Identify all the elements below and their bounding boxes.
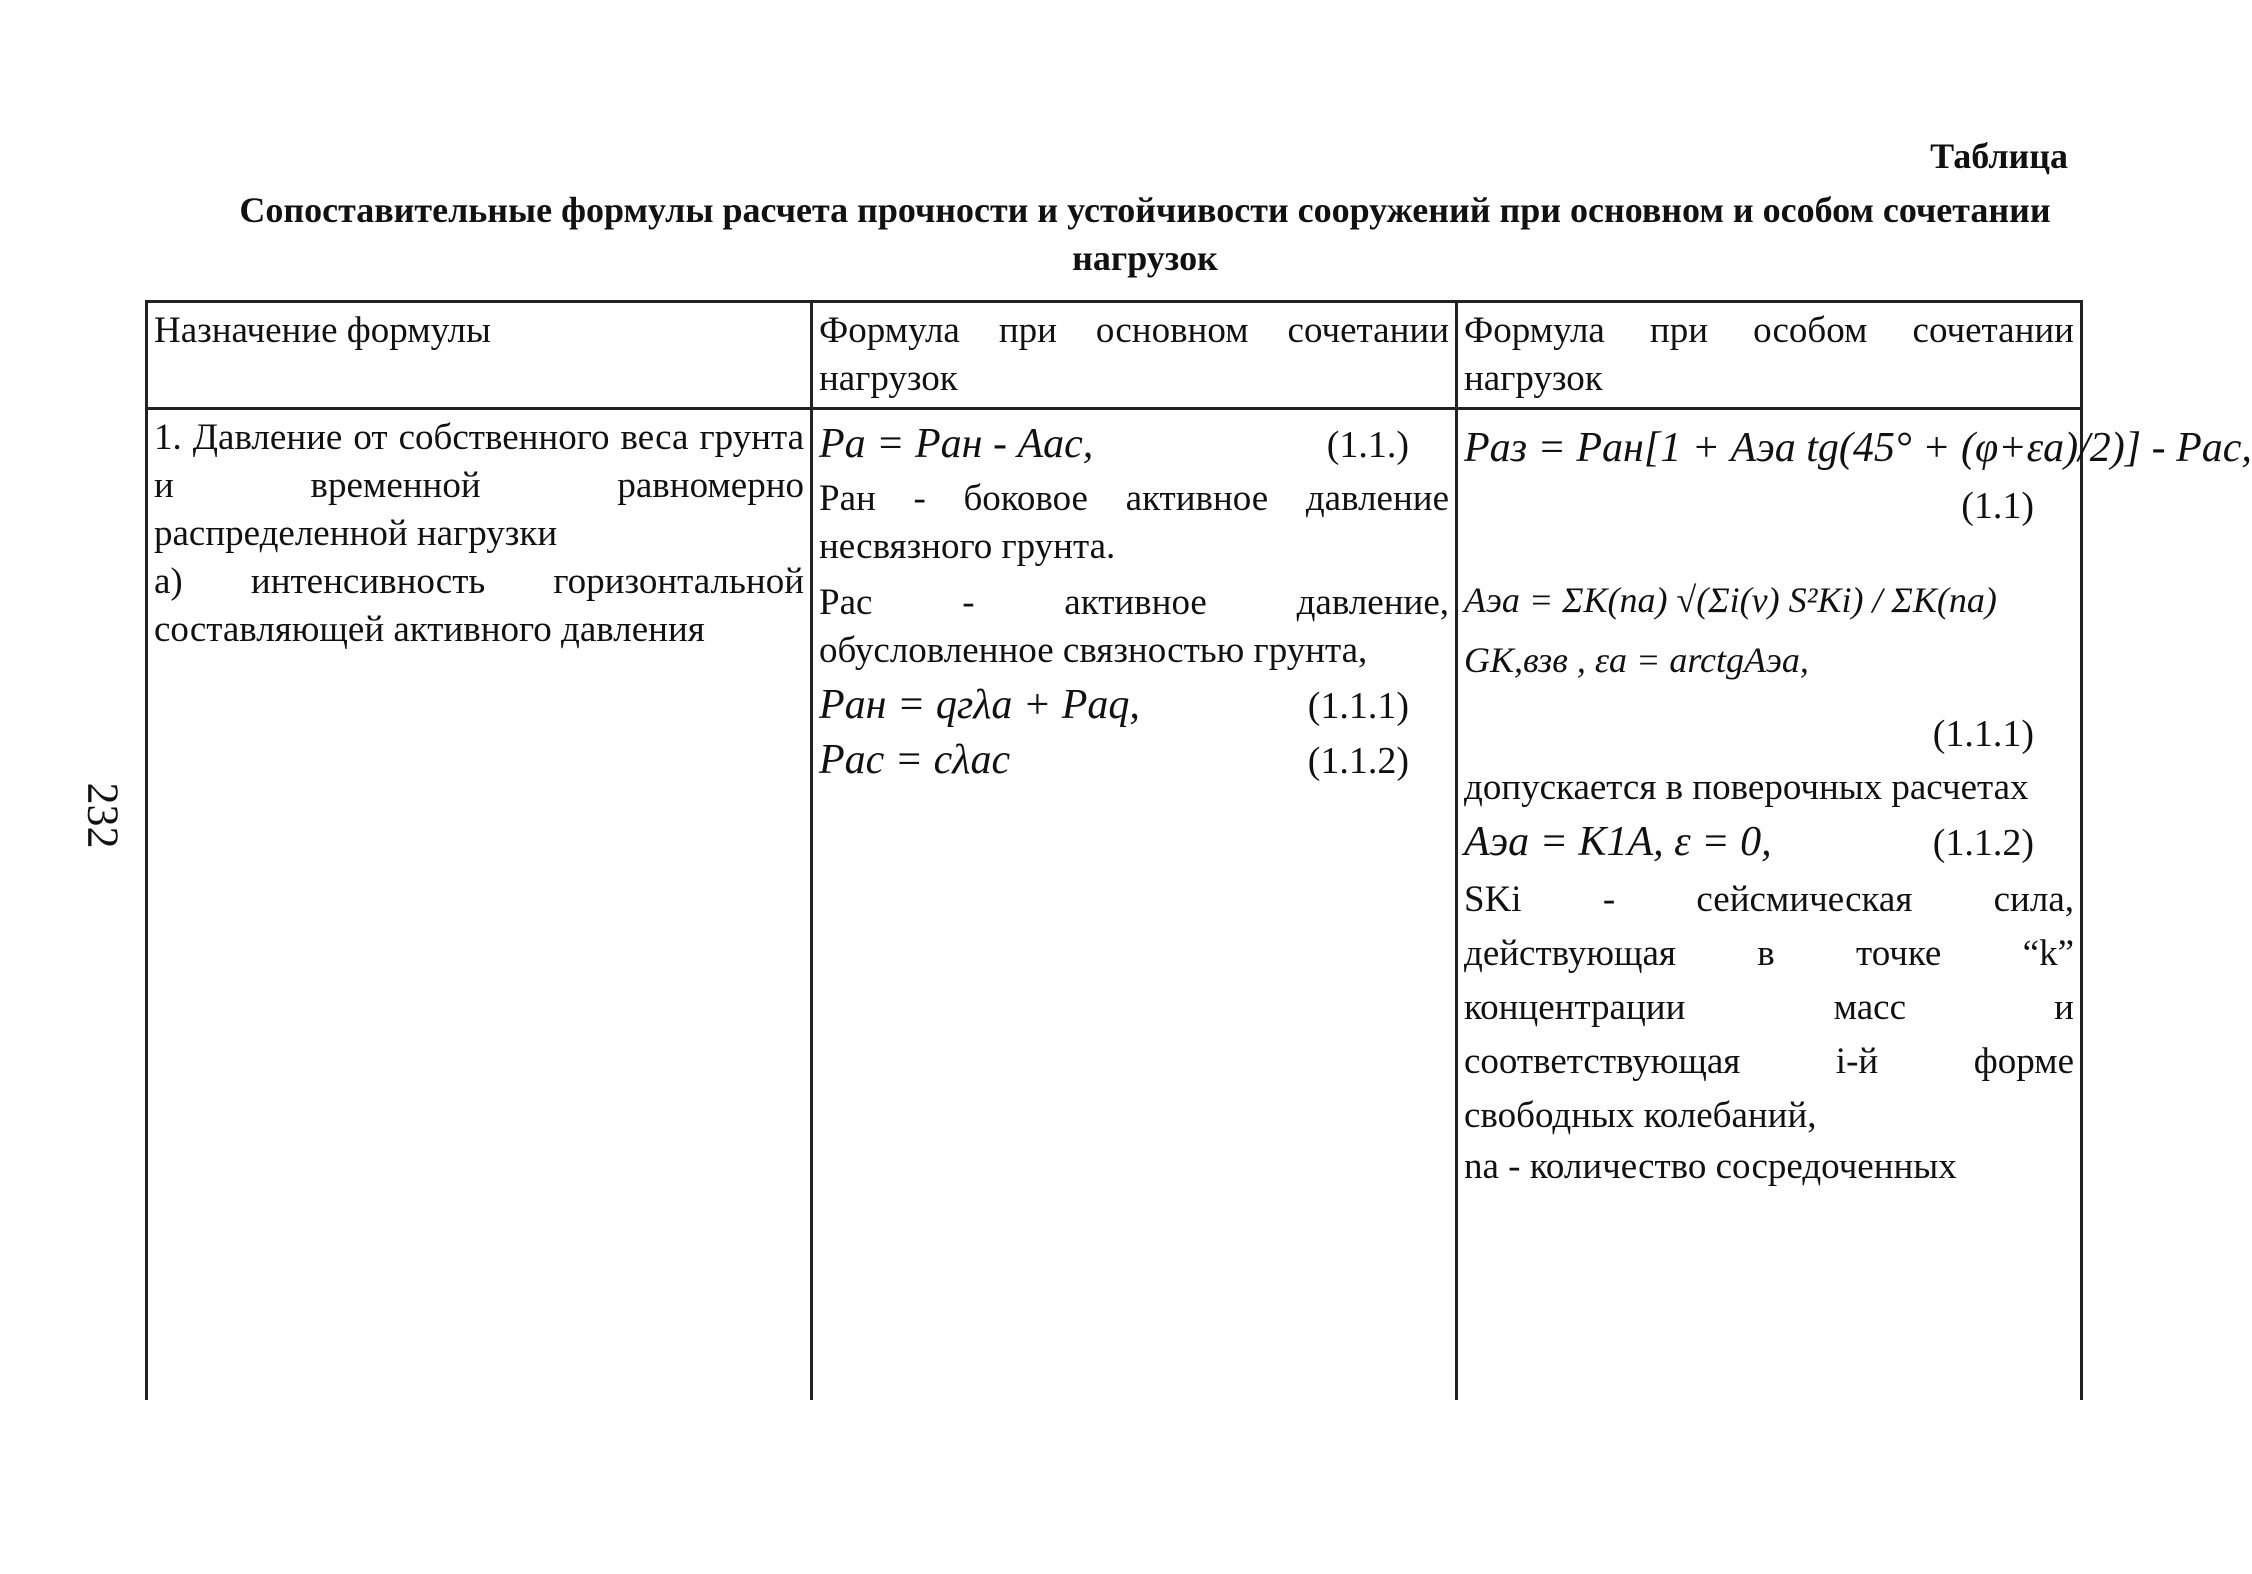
table-row (147, 409, 2082, 1401)
purpose-subtext: а) интенсивность горизонтальной составляющей активного давления (154, 561, 804, 650)
formula-1-1-1 (819, 681, 1449, 730)
formula-1-1-expr: Pа = Pан - Aас, (819, 421, 1094, 467)
desc-na: nа - количество сосредоченных (1464, 1146, 1957, 1187)
formula-1-1-2-number: (1.1.2) (1307, 740, 1409, 782)
formula-1-1-number: (1.1.) (1326, 424, 1409, 466)
formula-1-1 (819, 420, 1449, 469)
page-number: 232 (78, 782, 128, 849)
special-formula-1-1-2-expr: Aэа = K1A, ε = 0, (1464, 819, 1772, 865)
desc-pan: Pан - боковое активное давление несвязного грунта. (819, 478, 1449, 567)
formula-1-1-2 (819, 736, 1449, 785)
special-formula-1-1-1-number: (1.1.1) (1932, 713, 2034, 755)
purpose-text: 1. Давление от собственного веса грунта и временной равномерно распределенной нагрузки (154, 417, 804, 554)
table-header-row (147, 302, 2082, 409)
basic-formula-cell (812, 409, 1457, 1401)
formula-1-1-2-expr: Pас = cλас (819, 737, 1011, 783)
special-formula-1-1-number: (1.1) (1961, 485, 2034, 527)
special-formula-1-1-2 (1464, 818, 2074, 867)
special-formula-cell (1457, 409, 2252, 1401)
special-formula-1-1: Pаз = Pан[1 + Aэа tg(45° + (φ+εа)/2)] - Pас, (1464, 425, 2252, 471)
header-purpose: Назначение формулы (147, 302, 812, 409)
desc-pas: Pас - активное давление, обусловленное связностью грунта, (819, 582, 1449, 671)
formula-table (145, 300, 2252, 1400)
table-title: Сопоставительные формулы расчета прочности и устойчивости сооружений при основном и особом сочетании нагрузок (239, 190, 2051, 278)
header-special-combination: Формула при особом сочетании нагрузок (1457, 302, 2082, 409)
formula-1-1-1-expr: Pан = qгλа + Pаq, (819, 682, 1140, 728)
formula-1-1-1-number: (1.1.1) (1307, 685, 1409, 727)
special-formula-aea: Aэа = ΣK(nа) √(Σi(v) S²Ki) / ΣK(nа) GK,взв , εа = arctgAэа, (1464, 580, 1997, 680)
desc-ski: SKi - сейсмическая сила, действующая в точке “k” концентрации масс и соответствующая i-й форме свободных колебаний, (1464, 879, 2074, 1136)
note-text: допускается в поверочных расчетах (1464, 767, 2029, 808)
table-caption: Таблица (1930, 136, 2068, 176)
special-formula-1-1-2-number: (1.1.2) (1932, 822, 2034, 864)
purpose-cell (147, 409, 812, 1401)
header-basic-combination: Формула при основном сочетании нагрузок (812, 302, 1457, 409)
